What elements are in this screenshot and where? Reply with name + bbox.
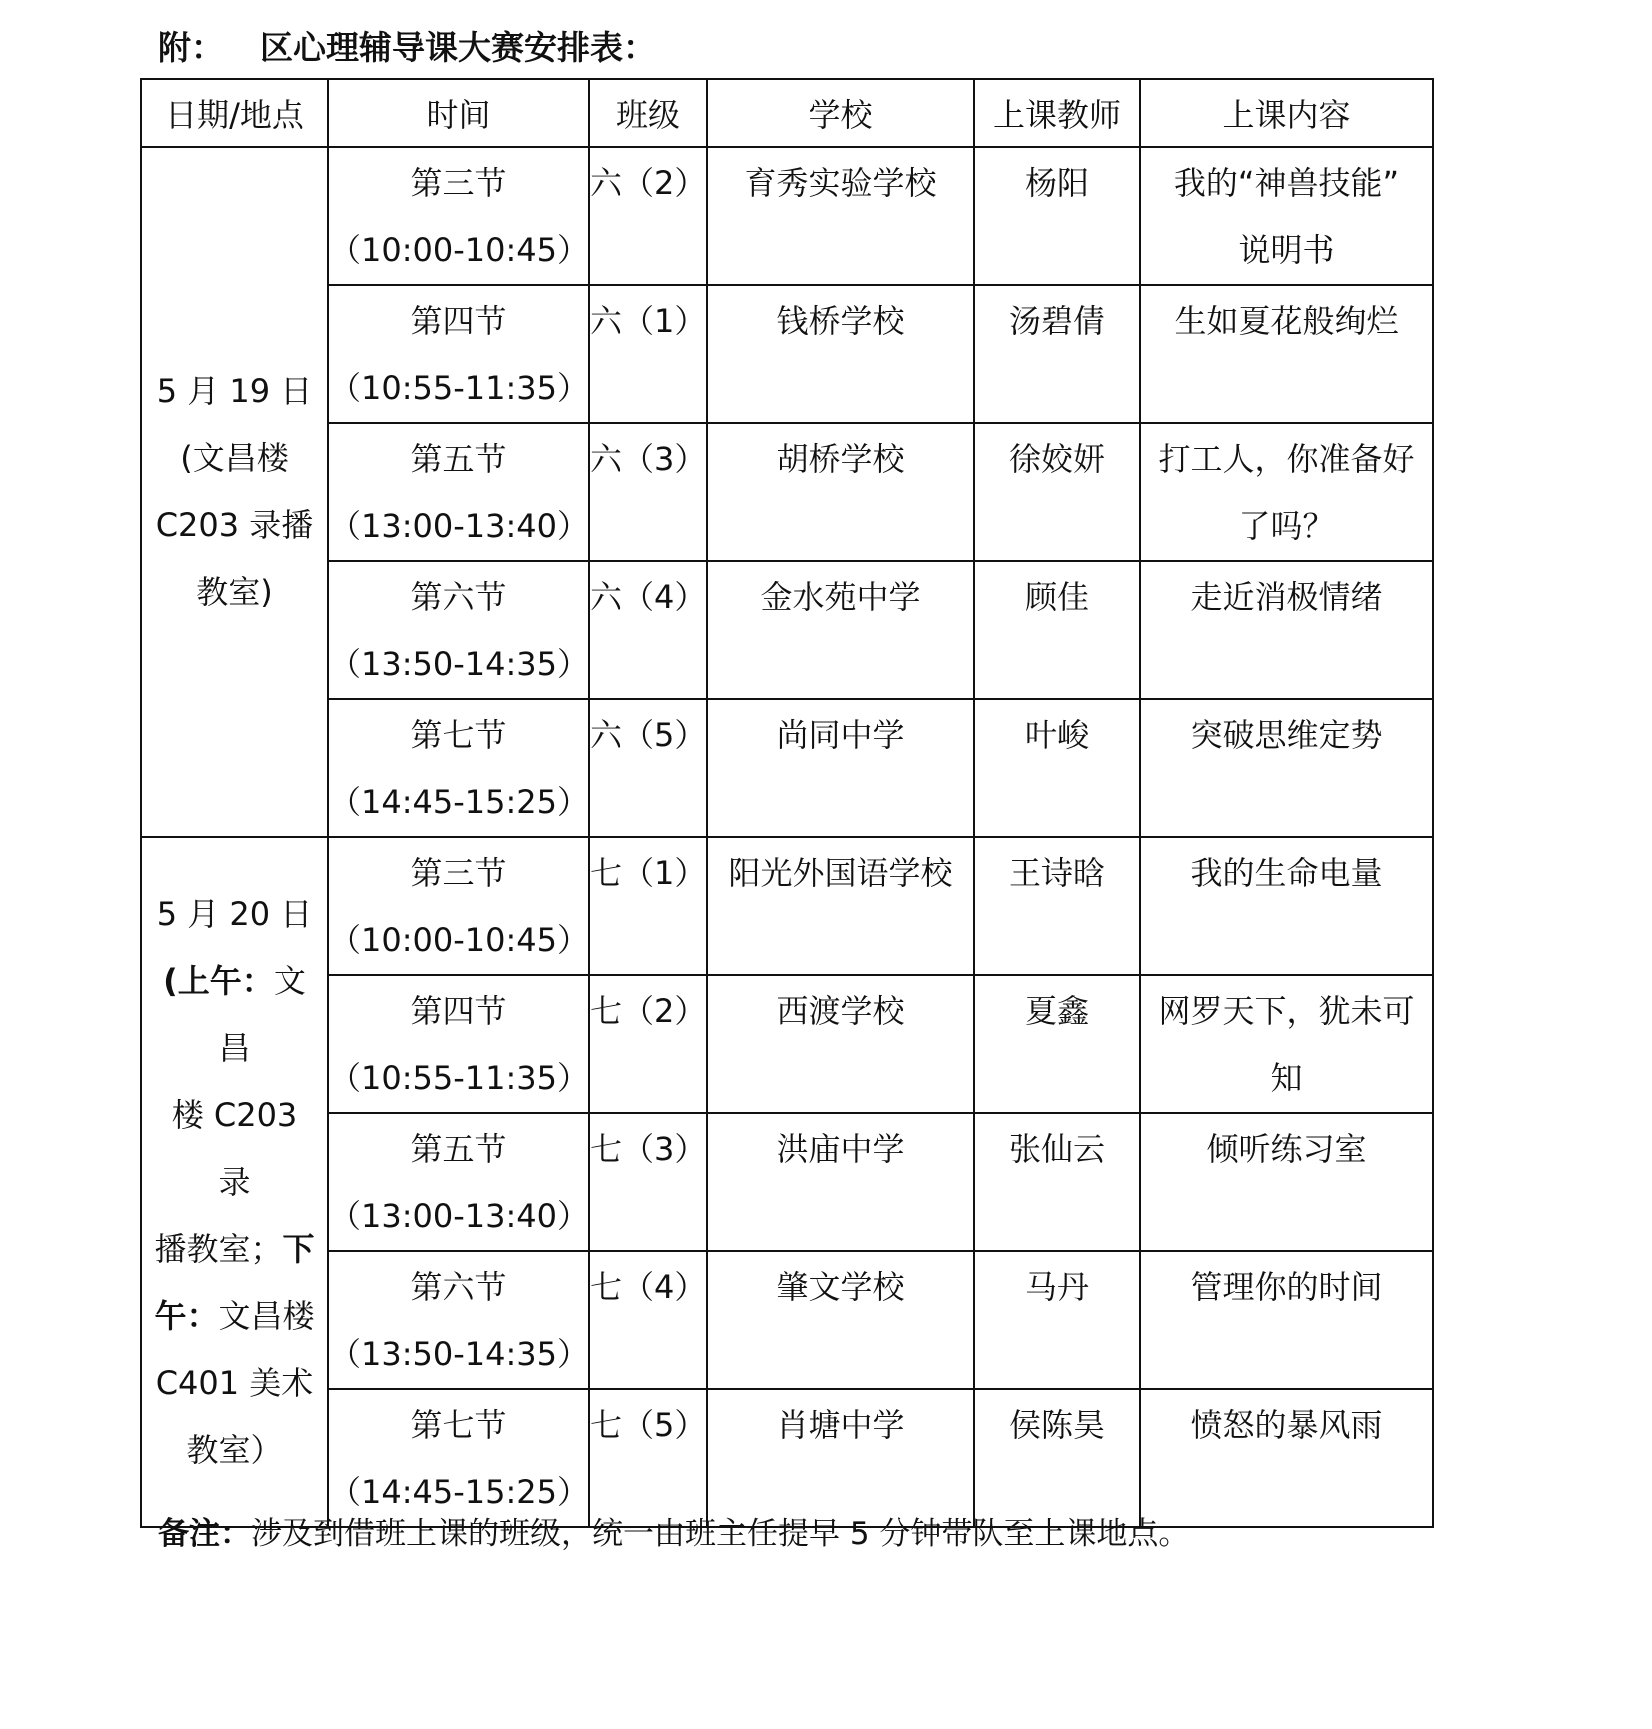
period-time: （14:45-15:25） (329, 783, 589, 821)
footnote-text: 涉及到借班上课的班级，统一由班主任提早 5 分钟带队至上课地点。 (251, 1516, 1190, 1552)
content-line: 说明书 (1238, 231, 1335, 269)
school-cell: 育秀实验学校 (707, 147, 974, 285)
time-cell (328, 1251, 589, 1389)
date-location-text: C203 录播 (155, 506, 314, 544)
class-cell: 七（4） (589, 1251, 707, 1389)
date-location-emphasis: 午： (154, 1296, 219, 1335)
content-cell (1140, 423, 1433, 561)
period-label: 第六节 (410, 578, 507, 616)
period-label: 第七节 (410, 716, 507, 754)
content-line: 知 (1270, 1059, 1303, 1097)
page-title (158, 22, 656, 69)
class-cell: 七（2） (589, 975, 707, 1113)
date-location-line (154, 1350, 315, 1417)
teacher-cell: 顾佳 (974, 561, 1140, 699)
date-location-text: 5 月 19 日 (156, 372, 313, 410)
time-cell (328, 837, 589, 975)
title-prefix: 附： (158, 28, 224, 67)
period-time: （10:55-11:35） (329, 1059, 589, 1097)
content-line: 生如夏花般绚烂 (1174, 302, 1399, 340)
class-cell: 六（3） (589, 423, 707, 561)
header-content: 上课内容 (1140, 79, 1433, 147)
table-row (141, 1389, 1433, 1527)
time-cell (328, 147, 589, 285)
date-location-cell (141, 837, 328, 1527)
header-date-location: 日期/地点 (141, 79, 328, 147)
header-class: 班级 (589, 79, 707, 147)
footnote (158, 1508, 1189, 1553)
period-label: 第五节 (410, 1130, 507, 1168)
schedule-table (140, 78, 1434, 1528)
date-location-text: C401 美术 (155, 1363, 314, 1402)
class-cell: 六（5） (589, 699, 707, 837)
time-cell (328, 285, 589, 423)
period-label: 第四节 (410, 992, 507, 1030)
content-cell (1140, 975, 1433, 1113)
date-location-line (154, 425, 315, 492)
date-location-text: 播教室； (154, 1229, 283, 1268)
period-label: 第三节 (410, 164, 507, 202)
teacher-cell: 徐姣妍 (974, 423, 1140, 561)
period-label: 第四节 (410, 302, 507, 340)
teacher-cell: 汤碧倩 (974, 285, 1140, 423)
period-time: （14:45-15:25） (329, 1473, 589, 1511)
date-location-text: 5 月 20 日 (156, 894, 313, 933)
time-cell (328, 975, 589, 1113)
header-school: 学校 (707, 79, 974, 147)
teacher-cell: 杨阳 (974, 147, 1140, 285)
class-cell: 七（5） (589, 1389, 707, 1527)
period-label: 第五节 (410, 440, 507, 478)
date-location-text: 教室） (186, 1430, 283, 1469)
date-location-line (154, 492, 315, 559)
content-line: 打工人，你准备好 (1158, 440, 1415, 478)
table-row (141, 423, 1433, 561)
date-location-text: 文昌楼 (218, 1296, 315, 1335)
content-line: 管理你的时间 (1190, 1268, 1383, 1306)
header-teacher: 上课教师 (974, 79, 1140, 147)
period-time: （13:00-13:40） (329, 507, 589, 545)
period-label: 第七节 (410, 1406, 507, 1444)
content-line: 愤怒的暴风雨 (1190, 1406, 1383, 1444)
content-cell (1140, 699, 1433, 837)
content-line: 网罗天下，犹未可 (1158, 992, 1415, 1030)
date-location-line (154, 1283, 315, 1350)
school-cell: 尚同中学 (707, 699, 974, 837)
title-text: 区心理辅导课大赛安排表： (260, 28, 656, 67)
date-location-text: 文昌 (218, 961, 306, 1067)
content-cell (1140, 285, 1433, 423)
school-cell: 金水苑中学 (707, 561, 974, 699)
time-cell (328, 699, 589, 837)
date-location-line (154, 1417, 315, 1484)
period-time: （10:55-11:35） (329, 369, 589, 407)
teacher-cell: 叶峻 (974, 699, 1140, 837)
class-cell: 六（2） (589, 147, 707, 285)
class-cell: 七（1） (589, 837, 707, 975)
header-time: 时间 (328, 79, 589, 147)
period-time: （10:00-10:45） (329, 231, 589, 269)
school-cell: 西渡学校 (707, 975, 974, 1113)
content-cell (1140, 561, 1433, 699)
table-row (141, 1113, 1433, 1251)
table-row (141, 147, 1433, 285)
content-line: 我的生命电量 (1190, 854, 1383, 892)
time-cell (328, 1389, 589, 1527)
period-label: 第三节 (410, 854, 507, 892)
date-location-line (154, 358, 315, 425)
date-location-line (154, 1082, 315, 1216)
period-time: （10:00-10:45） (329, 921, 589, 959)
content-cell (1140, 147, 1433, 285)
content-line: 我的“神兽技能” (1173, 164, 1400, 202)
date-location-line (154, 948, 315, 1082)
time-cell (328, 1113, 589, 1251)
table-row (141, 285, 1433, 423)
content-line: 突破思维定势 (1190, 716, 1383, 754)
footnote-label: 备注： (158, 1516, 251, 1552)
date-location-text: (文昌楼 (180, 439, 289, 477)
table-row (141, 699, 1433, 837)
table-row (141, 837, 1433, 975)
date-location-text: 楼 C203 录 (171, 1095, 298, 1201)
content-cell (1140, 1389, 1433, 1527)
teacher-cell: 张仙云 (974, 1113, 1140, 1251)
time-cell (328, 561, 589, 699)
date-location-emphasis: 下 (282, 1229, 315, 1268)
teacher-cell: 夏鑫 (974, 975, 1140, 1113)
date-location-emphasis: (上午： (163, 961, 274, 1000)
content-cell (1140, 1113, 1433, 1251)
schedule-body (141, 147, 1433, 1527)
teacher-cell: 马丹 (974, 1251, 1140, 1389)
period-time: （13:50-14:35） (329, 645, 589, 683)
content-line: 倾听练习室 (1206, 1130, 1367, 1168)
content-line: 了吗？ (1238, 507, 1335, 545)
table-header-row (141, 79, 1433, 147)
period-label: 第六节 (410, 1268, 507, 1306)
date-location-line (154, 881, 315, 948)
school-cell: 肖塘中学 (707, 1389, 974, 1527)
content-line: 走近消极情绪 (1190, 578, 1383, 616)
class-cell: 六（4） (589, 561, 707, 699)
date-location-line (154, 559, 315, 626)
content-cell (1140, 1251, 1433, 1389)
period-time: （13:50-14:35） (329, 1335, 589, 1373)
date-location-line (154, 1216, 315, 1283)
school-cell: 胡桥学校 (707, 423, 974, 561)
table-row (141, 975, 1433, 1113)
table-row (141, 1251, 1433, 1389)
time-cell (328, 423, 589, 561)
date-location-cell (141, 147, 328, 837)
school-cell: 肇文学校 (707, 1251, 974, 1389)
class-cell: 七（3） (589, 1113, 707, 1251)
class-cell: 六（1） (589, 285, 707, 423)
content-cell (1140, 837, 1433, 975)
school-cell: 阳光外国语学校 (707, 837, 974, 975)
teacher-cell: 王诗晗 (974, 837, 1140, 975)
date-location-text: 教室) (196, 573, 273, 611)
school-cell: 洪庙中学 (707, 1113, 974, 1251)
table-row (141, 561, 1433, 699)
teacher-cell: 侯陈昊 (974, 1389, 1140, 1527)
period-time: （13:00-13:40） (329, 1197, 589, 1235)
school-cell: 钱桥学校 (707, 285, 974, 423)
